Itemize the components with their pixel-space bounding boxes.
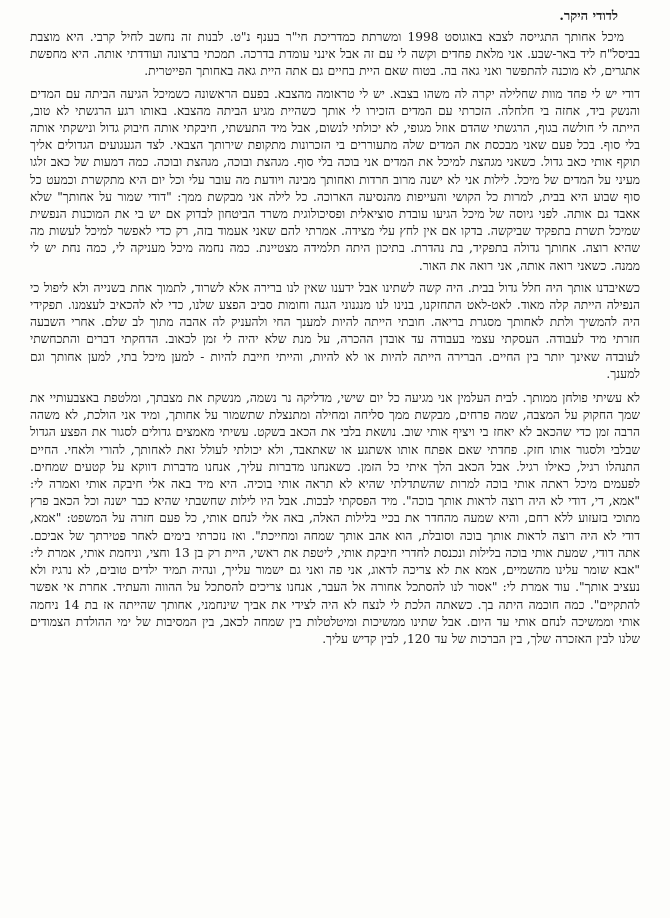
paragraph-cemetery-and-comfort: לא עשיתי פולחן ממותך. לבית העלמין אני מגיעה כל יום שישי, מדליקה נר נשמה, מנשקת את מצבתך, ומלטפת באצבעותיי את שמך החקוק על המצבה, שמה פרחים, מבקשת ממך סליחה ומחילה ומתנצלת שתשמור על אחותך, ומיד אני הולכת, לא משהה הרבה זמן כדי שהכאב לא יאחז בי ויציף אותי שוב. נושאת בלבי את הכאב בשקט. עשיתי מאמצים גדולים לסגור את הפצע הגדול שבלבי ולסגור אותו חזק. פחדתי שאם אפתח אותו אשתגע או שאתאבד, ולא יכולתי לעולל זאת לאחותך, להורי ולאחי. החיים התנהלו רגיל, כאילו רגיל. אבל הכאב הלך איתי כל הזמן. כשאנחנו מדברות עליך, אנחנו מדברות דווקא על קטעים שמחים. לפעמים מיכל ראתה אותי בוכה למרות שהשתדלתי שהיא לא תראה אותי בוכיה. היא מיד באה אלי חיבקה אותי ואמרה לי: "אמא, די, דודי לא היה רוצה לראות אותך בוכה". מיד הפסקתי לבכות. אבל היו לילות שחשבתי שהיא כבר ישנה וכל הכאב פרץ מתוכי בזעזוע ללא רחם, והיא שמעה מהחדר את בכיי בלילות האלה, באה אלי לנחם אותי, כל פעם חזרה על המשפט: "אמא, דודי לא היה רוצה לראות אותך בוכה וסובלת, הוא אהב אותך שמחה ומחייכת". ואז נזכרתי בימים לאחר פטירתך של אביכם. אתה דודי, שמעת אותי בוכה בלילות ונכנסת לחדרי חיבקת אותי, ליטפת את ראשי, היית רק בן 13 וחצי, וניחמת אותי, אמרת לי: "אבא שומר עלינו מהשמיים, אמא את לא צריכה לדאוג, אני פה ואני גם ישמור עלייך, ונהיה תמיד ילדים טובים, לא נרגיז ולא נעציב אותך". עוד אמרת לי: "אסור לנו להסתכל אחורה אל העבר, אנחנו צריכים להסתכל על ההווה והעתיד. אחרת אי אפשר להתקיים". כמה חוכמה היתה בך. כשאתה הלכת לי לנצח לא היה לצידי את אביך שינחמני, אחותך שהייתה אז בת 14 ניחמה אותי וממשיכה לנחם אותי עד היום. אבל שתינו ממשיכות ומיטלטלות בין שמחה לכאב, בין המסיבות של ימי ההולדת הצמודים שלנו לבין האזכרה שלך, בין הברכות של עד 120, לבין קדיש עליך. bbox=[30, 391, 640, 646]
paragraph-after-loss: כשאיבדנו אותך היה חלל גדול בבית. היה קשה לשתינו אבל ידענו שאין לנו ברירה אלא לשרוד, לתמוך אחת בשנייה ולא ליפול כי הנפילה הייתה קלה מאוד. לאט-לאט התחזקנו, בנינו לנו מנגנוני הגנה וחומות סביב הפצע שלנו, כדי לא להכאיב לעצמנו. תפקידי היה להמשיך ולתת לאחותך מסגרת בריאה. חובתי הייתה להיות למענך החי ולהעניק לה אהבה מתוך לב שלם. אחרי השבעה חזרתי מיד לעבודה. העסקתי עצמי בעבודה עד אובדן ההכרה, על מנת שלא יהיה לי זמן לכאוב. הדחקתי דברים והתכחשתי לעובדה שאינך יותר בין החיים. הברירה הייתה להיות או לא להיות, והייתי חייבת להיות - למען מיכל בתי, למען אחותך וגם למענך. bbox=[30, 280, 640, 381]
paragraph-military-service: מיכל אחותך התגייסה לצבא באוגוסט 1998 ומשרתת כמדריכת חי"ר בענף נ"ט. לבנות זה נחשב לחיל קרבי. היא מוצבת בביסל"ח ליד באר-שבע. אני מלאת פחדים וקשה לי עם זה אבל אינני עומדת בדרכה. תמכתי ברצונה ועודדתי אותה. היא מחפשת אתגרים, לא מוכנה להתפשר ואני גאה בה. בטוח שאם היית בחיים גם אתה היית גאה באחותך הפייטרית. bbox=[30, 30, 640, 79]
paragraph-fear-and-memories: דודי יש לי פחד מוות שחלילה יקרה לה משהו בצבא. יש לי טראומה מהצבא. בפעם הראשונה כשמיכל הגיעה הביתה עם המדים והנשק ביד, אחזה בי חלחלה. הזכרתי עם המדים הזכירו לי אותך כשהיית מגיע הביתה מהצבא. באותו רגע הרגשתי לא טוב, הייתה לי חולשה בגוף, הרגשתי שהדם אוזל מגופי, לא יכולתי לנשום, אבל מיד התעשתי, חיבקתי אותה חיבוק גדול ונישקתי אותה בלי סוף. בכל פעם שאני מבכסת את המדים שלה מתעוררים בי הזכרונות מתקופת שירותך הצבאי. לצד הגעגועים הגדולים אליך תוקף אותי כאב גדול. כשאני מגהצת למיכל את המדים אני בוכה בלי סוף. מגהצת ובוכה, מגהצת ובוכה. כמה דמעות של כאב זלגו מעיני על המדים של מיכל. לילות אני לא ישנה מרוב חרדות ואחותך מבינה ויודעת מה עובר עלי וכל יום היא מתקשרת וכמעט כל סוף שבוע היא בבית, למרות כל הקושי והעייפות מהנסיעה הארוכה. כל לילה אני מבקשת ממך: "דודי שמור על אחותך" שלא אאבד גם אותה. לפני גיוסה של מיכל הגיעו עובדת סוציאלית ופסיכולוגית משרד הביטחון לבדוק אם יש בי את המוכנות הנפשית שמיכל תשרת בתפקיד שביקשה. בדקו אם אין לחץ עלי מצידה. אמרתי להם שאני אעמוד בזה, רק כדי לאפשר למיכל לעשות מה שהיא רוצה. אחותך גדולה בתפקיד, בת נהדרת. בתיכון היתה תלמידה מצטיינת. כמה נחמה מיכל מעניקה לי, כמה נחת יש לי ממנה. כשאני רואה אותה, אני רואה את האור. bbox=[30, 86, 640, 273]
letter-salutation: לדודי היקר. bbox=[559, 9, 618, 24]
